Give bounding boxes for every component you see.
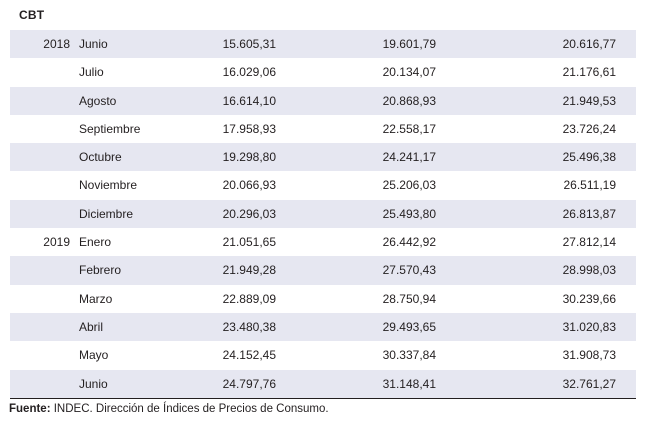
cell-value-2: 30.337,84 — [382, 348, 436, 363]
cell-value-2: 31.148,41 — [382, 376, 436, 391]
cell-value-2: 25.493,80 — [382, 206, 436, 221]
cell-value-3: 31.020,83 — [562, 319, 616, 334]
footnote-text: INDEC. Dirección de Índices de Precios de Consumo. — [50, 403, 329, 416]
table-row — [10, 58, 636, 86]
table-header-label: CBT — [19, 8, 45, 22]
cell-value-2: 29.493,65 — [382, 319, 436, 334]
cell-year: 2018 — [43, 37, 70, 51]
cell-value-1: 19.298,80 — [222, 150, 276, 165]
cell-value-1: 23.480,38 — [222, 319, 276, 334]
cell-value-2: 22.558,17 — [382, 121, 436, 136]
table-row — [10, 30, 636, 58]
table-row — [10, 256, 636, 284]
source-footnote — [9, 403, 636, 415]
cell-value-1: 15.605,31 — [222, 37, 276, 51]
cell-month: Marzo — [79, 291, 113, 306]
cell-value-1: 21.051,65 — [222, 235, 276, 250]
cbt-table-container — [10, 0, 636, 415]
cell-value-1: 16.029,06 — [222, 65, 276, 80]
cell-month: Mayo — [79, 348, 109, 363]
cell-value-1: 20.066,93 — [222, 178, 276, 193]
footnote-label: Fuente: — [9, 403, 51, 416]
cell-value-2: 27.570,43 — [382, 263, 436, 278]
cell-month: Junio — [79, 37, 108, 51]
cell-value-2: 25.206,03 — [382, 178, 436, 193]
cell-value-1: 20.296,03 — [222, 206, 276, 221]
table-row — [10, 341, 636, 369]
table-row — [10, 200, 636, 228]
cell-month: Abril — [79, 319, 104, 334]
cell-value-3: 20.616,77 — [562, 37, 616, 51]
cell-value-3: 32.761,27 — [562, 376, 616, 391]
cell-value-2: 20.134,07 — [382, 65, 436, 80]
cell-value-1: 22.889,09 — [222, 291, 276, 306]
table-header — [10, 0, 636, 30]
table-row — [10, 285, 636, 313]
cell-value-3: 21.176,61 — [562, 65, 616, 80]
cell-value-2: 19.601,79 — [382, 37, 436, 51]
cell-value-3: 26.813,87 — [562, 206, 616, 221]
cell-value-3: 25.496,38 — [562, 150, 616, 165]
table-row — [10, 171, 636, 199]
cell-value-2: 26.442,92 — [382, 235, 436, 250]
cell-value-3: 28.998,03 — [562, 263, 616, 278]
cell-value-1: 17.958,93 — [222, 121, 276, 136]
cell-value-3: 26.511,19 — [563, 178, 616, 193]
cell-month: Noviembre — [79, 178, 138, 193]
table-row — [10, 87, 636, 115]
cell-value-1: 16.614,10 — [222, 93, 276, 108]
table-bottom-rule — [10, 398, 636, 400]
table-row — [10, 228, 636, 256]
cell-value-3: 31.908,73 — [562, 348, 616, 363]
cell-value-2: 24.241,17 — [382, 150, 436, 165]
cell-value-1: 21.949,28 — [222, 263, 276, 278]
table-body — [10, 30, 636, 398]
cell-month: Octubre — [79, 150, 122, 165]
cell-value-1: 24.152,45 — [222, 348, 276, 363]
cell-value-3: 30.239,66 — [562, 291, 616, 306]
table-row — [10, 115, 636, 143]
cell-value-3: 23.726,24 — [562, 121, 616, 136]
cell-month: Enero — [79, 235, 112, 250]
cell-month: Diciembre — [79, 206, 134, 221]
cell-month: Septiembre — [79, 121, 141, 136]
table-row — [10, 143, 636, 171]
cell-value-1: 24.797,76 — [222, 376, 276, 391]
cell-month: Junio — [79, 376, 108, 391]
cell-value-2: 20.868,93 — [382, 93, 436, 108]
table-row — [10, 313, 636, 341]
cell-month: Agosto — [79, 93, 117, 108]
cell-value-3: 21.949,53 — [562, 93, 616, 108]
table-row — [10, 370, 636, 398]
cell-value-2: 28.750,94 — [382, 291, 436, 306]
cell-value-3: 27.812,14 — [562, 235, 616, 250]
cell-year: 2019 — [43, 235, 70, 250]
cell-month: Febrero — [79, 263, 122, 278]
cell-month: Julio — [79, 65, 104, 80]
